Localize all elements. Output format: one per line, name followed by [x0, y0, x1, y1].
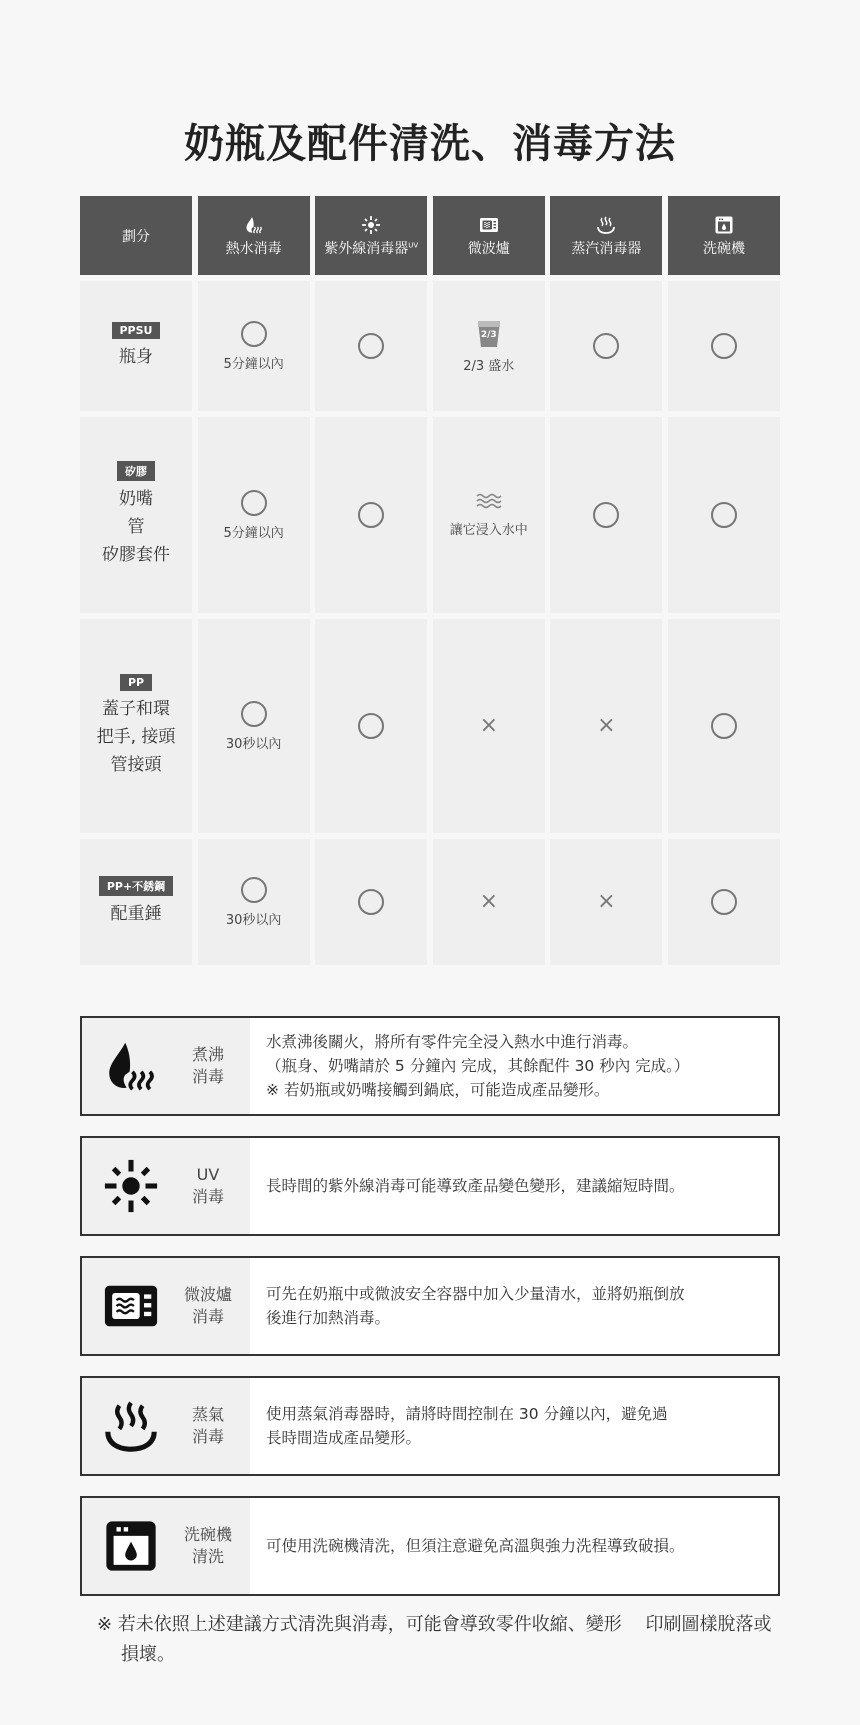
hot-water-icon: [244, 214, 264, 236]
method-cell: [668, 281, 780, 411]
allowed-circle-icon: [358, 502, 384, 528]
method-description: [250, 1498, 778, 1594]
method-cell: [433, 839, 545, 965]
cell-note: 5分鐘以內: [223, 356, 284, 372]
water-cup-icon: [476, 319, 502, 349]
page-title: 奶瓶及配件清洗、消毒方法: [184, 121, 676, 167]
microwave-icon: [82, 1277, 180, 1335]
method-cell: [198, 619, 310, 833]
method-cell: [198, 281, 310, 411]
cell-note: 5分鐘以內: [223, 525, 284, 541]
method-label: [180, 1404, 236, 1448]
cell-note: 讓它浸入水中: [449, 522, 528, 538]
cell-note: 2/3 盛水: [463, 358, 515, 374]
method-cell: [668, 839, 780, 965]
allowed-circle-icon: [593, 502, 619, 528]
description-line: 可使用洗碗機清洗，但須注意避免高溫與強力洗程導致破損。: [266, 1537, 685, 1555]
method-cell: [433, 619, 545, 833]
method-label-line: 洗碗機: [183, 1525, 232, 1544]
footnote: ※ 若未依照上述建議方式清洗與消毒，可能會導致零件收縮、變形 印刷圖樣脫落或損壞。: [97, 1614, 772, 1665]
method-label: [180, 1284, 236, 1328]
header-superscript: UV: [408, 240, 419, 249]
header-hot-water: [198, 196, 310, 275]
method-side: [82, 1498, 250, 1594]
steam-icon: [596, 214, 616, 236]
dishwasher-icon: [714, 214, 734, 236]
dishwasher-method-box: [80, 1496, 780, 1596]
method-label: [180, 1044, 236, 1088]
boiling-icon: [82, 1037, 180, 1095]
description-line: 後進行加熱消毒。: [266, 1309, 391, 1327]
part-name: 蓋子和環: [102, 698, 170, 719]
method-cell: [433, 281, 545, 411]
allowed-circle-icon: [593, 333, 619, 359]
material-tag: 矽膠: [117, 461, 155, 481]
method-cell: [315, 619, 427, 833]
water-waves-icon: [476, 493, 502, 513]
part-name: 奶嘴: [119, 489, 153, 509]
method-description: [250, 1018, 778, 1114]
method-cell: [550, 281, 662, 411]
header-label: 紫外線消毒器: [324, 240, 409, 257]
header-label-wrap: [324, 238, 418, 258]
method-side: [82, 1018, 250, 1114]
method-side: [82, 1378, 250, 1474]
method-label-line: 微波爐: [183, 1285, 232, 1304]
header-label: 洗碗機: [702, 240, 745, 257]
cell-note: 30秒以內: [225, 912, 282, 928]
allowed-circle-icon: [711, 713, 737, 739]
category-cell: [80, 839, 192, 965]
method-cell: [433, 417, 545, 613]
dishwasher-icon: [82, 1517, 180, 1575]
method-description: [250, 1378, 778, 1474]
method-label-line: 消毒: [191, 1067, 224, 1086]
header-label: 劃分: [122, 228, 150, 245]
material-tag: PPSU: [112, 322, 161, 339]
method-label-line: 煮沸: [191, 1045, 224, 1064]
part-name: 管接頭: [110, 754, 162, 775]
not-allowed-cross-icon: ×: [597, 889, 616, 914]
method-cell: [315, 281, 427, 411]
not-allowed-cross-icon: ×: [597, 713, 616, 738]
steam-method-box: [80, 1376, 780, 1476]
description-line: 長時間造成產品變形。: [266, 1429, 422, 1447]
header-label: 蒸汽消毒器: [571, 240, 642, 257]
header-steam-sterilizer: [550, 196, 662, 275]
method-side: [82, 1258, 250, 1354]
material-tag: PP+不銹鋼: [99, 876, 173, 896]
uv-method-box: [80, 1136, 780, 1236]
not-allowed-cross-icon: ×: [479, 713, 498, 738]
part-name: 管: [127, 517, 145, 537]
allowed-circle-icon: [711, 889, 737, 915]
header-dishwasher: [668, 196, 780, 275]
steam-icon: [82, 1397, 180, 1455]
method-cell: [550, 417, 662, 613]
description-line: 長時間的紫外線消毒可能導致產品變色變形，建議縮短時間。: [266, 1177, 685, 1195]
method-cell: [315, 839, 427, 965]
description-line: （瓶身、奶嘴請於 5 分鐘內 完成，其餘配件 30 秒內 完成。）: [266, 1057, 690, 1075]
part-name: 配重錘: [110, 904, 162, 924]
method-label-line: 消毒: [191, 1427, 224, 1446]
uv-icon: [361, 214, 381, 236]
part-name: 瓶身: [119, 346, 153, 367]
method-cell: [550, 839, 662, 965]
method-label-line: 清洗: [191, 1547, 224, 1566]
method-label-line: 消毒: [191, 1187, 224, 1206]
sterilization-table: [80, 196, 780, 965]
allowed-circle-icon: [241, 490, 267, 516]
header-division: [80, 196, 192, 275]
uv-icon: [82, 1157, 180, 1215]
description-line: 使用蒸氣消毒器時，請將時間控制在 30 分鐘以內，避免過: [266, 1405, 668, 1423]
part-name: 把手, 接頭: [96, 726, 176, 747]
method-cell: [668, 417, 780, 613]
material-tag: PP: [120, 674, 152, 691]
description-line: 可先在奶瓶中或微波安全容器中加入少量清水，並將奶瓶倒放: [266, 1285, 685, 1303]
microwave-icon: [479, 214, 499, 236]
method-cell: [668, 619, 780, 833]
cell-note: 30秒以內: [225, 736, 282, 752]
header-uv-sterilizer: [315, 196, 427, 275]
method-cell: [198, 417, 310, 613]
boiling-method-box: [80, 1016, 780, 1116]
allowed-circle-icon: [358, 889, 384, 915]
method-description: [250, 1138, 778, 1234]
method-label-line: 消毒: [191, 1307, 224, 1326]
category-cell: [80, 281, 192, 411]
method-label-line: 蒸氣: [191, 1405, 224, 1424]
allowed-circle-icon: [241, 701, 267, 727]
method-description: [250, 1258, 778, 1354]
category-cell: [80, 619, 192, 833]
not-allowed-cross-icon: ×: [479, 889, 498, 914]
header-label: 微波爐: [467, 240, 510, 257]
method-label-line: UV: [196, 1165, 220, 1184]
header-label: 熱水消毒: [225, 240, 282, 257]
header-microwave: [433, 196, 545, 275]
allowed-circle-icon: [711, 333, 737, 359]
method-cell: [550, 619, 662, 833]
allowed-circle-icon: [358, 713, 384, 739]
allowed-circle-icon: [711, 502, 737, 528]
method-side: [82, 1138, 250, 1234]
allowed-circle-icon: [241, 321, 267, 347]
method-label: [180, 1524, 236, 1568]
category-cell: [80, 417, 192, 613]
method-cell: [198, 839, 310, 965]
allowed-circle-icon: [241, 877, 267, 903]
method-cell: [315, 417, 427, 613]
cup-label: 2/3: [480, 329, 497, 340]
microwave-method-box: [80, 1256, 780, 1356]
part-name: 矽膠套件: [102, 545, 170, 565]
allowed-circle-icon: [358, 333, 384, 359]
description-line: ※ 若奶瓶或奶嘴接觸到鍋底，可能造成產品變形。: [266, 1081, 610, 1099]
method-label: [180, 1164, 236, 1208]
description-line: 水煮沸後關火，將所有零件完全浸入熱水中進行消毒。: [266, 1033, 639, 1051]
